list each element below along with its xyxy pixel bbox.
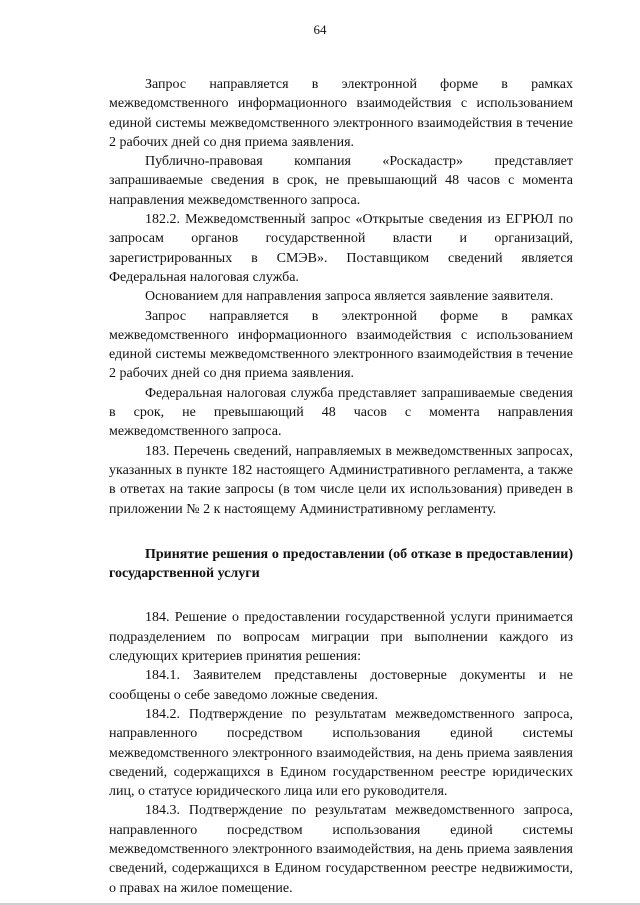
section-heading: Принятие решения о предоставлении (об отказе в предоставлении) государственной услуги xyxy=(109,546,573,582)
paragraph-request-electronic-form-2: Запрос направляется в электронной форме в рамках межведомственного информационного взаимодействия с использованием единой системы межведомственного электронного взаимодействия в течение 2 рабочих дней со дня приема заявления. xyxy=(109,308,573,382)
paragraph-184: 184. Решение о предоставлении государственной услуги принимается подразделением по вопросам миграции при выполнении каждого из следующих критериев принятия решения: xyxy=(109,610,573,665)
paragraph-184-3: 184.3. Подтверждение по результатам межведомственного запроса, направленного посредством использования единой системы межведомственного электронного взаимодействия, на день приема заявления сведений, содержащихся в Едином государственном реестре недвижимости, о правах на жилое помещение. xyxy=(109,803,573,896)
paragraph-184-1: 184.1. Заявителем представлены достоверные документы и не сообщены о себе заведомо ложные сведения. xyxy=(109,668,573,703)
document-body xyxy=(109,75,573,898)
paragraph-roskadastr-response: Публично-правовая компания «Роскадастр» представляет запрашиваемые сведения в срок, не превышающий 48 часов с момента направления межведомственного запроса. xyxy=(109,154,573,208)
paragraph-request-electronic-form: Запрос направляется в электронной форме в рамках межведомственного информационного взаимодействия с использованием единой системы межведомственного электронного взаимодействия в течение 2 рабочих дней со дня приема заявления. xyxy=(109,77,573,150)
paragraph-basis-for-request: Основанием для направления запроса является заявление заявителя. xyxy=(145,289,554,305)
paragraph-182-2: 182.2. Межведомственный запрос «Открытые сведения из ЕГРЮЛ по запросам органов государственной власти и организаций, зарегистрированных в СМЭВ». Поставщиком сведений является Федеральная налоговая служба. xyxy=(109,212,573,285)
page-number: 64 xyxy=(313,22,327,37)
paragraph-184-2: 184.2. Подтверждение по результатам межведомственного запроса, направленного посредством использования единой системы межведомственного электронного взаимодействия, на день приема заявления сведений, содержащихся в Едином государственном реестре юридических лиц, о статусе юридического лица или его руководителя. xyxy=(109,706,573,800)
paragraph-tax-service-response: Федеральная налоговая служба представляет запрашиваемые сведения в срок, не превышающий 48 часов с момента направления межведомственного запроса. xyxy=(109,385,573,440)
paragraph-183: 183. Перечень сведений, направляемых в межведомственных запросах, указанных в пункте 182 настоящего Административного регламента, а также в ответах на такие запросы (в том числе цели их использования) приведен в приложении № 2 к настоящему Административному регламенту. xyxy=(109,443,573,517)
